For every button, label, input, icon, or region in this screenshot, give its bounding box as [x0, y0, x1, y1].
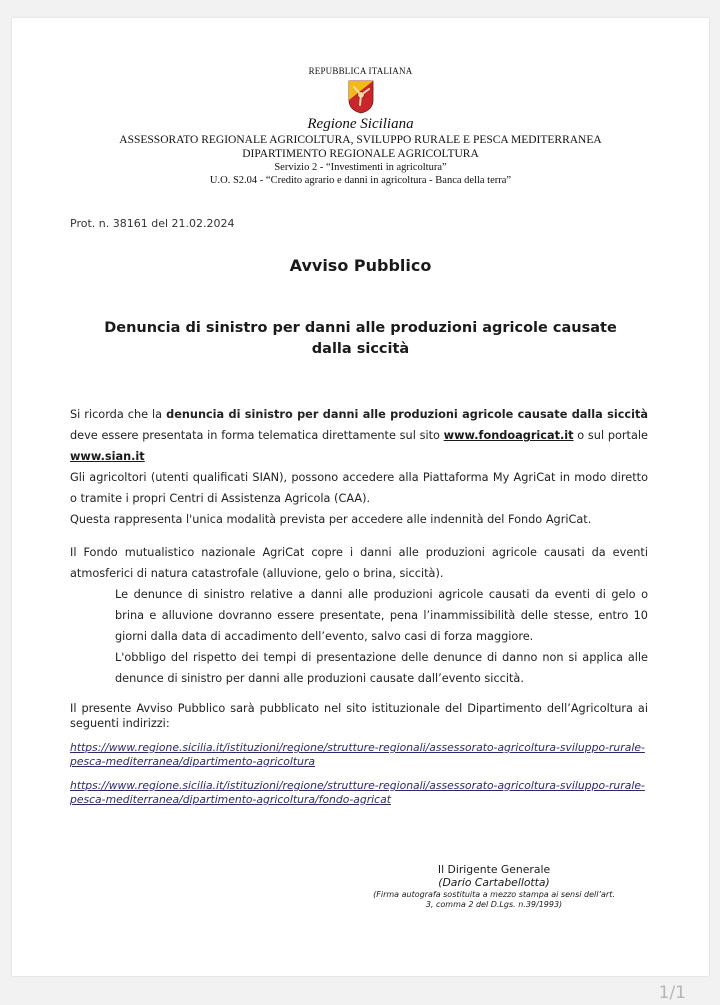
sicily-emblem-icon — [348, 80, 374, 114]
document-subtitle: Denuncia di sinistro per danni alle produzioni agricole causate dalla siccità — [104, 320, 617, 357]
uo-line: U.O. S2.04 - “Credito agrario e danni in agricoltura - Banca della terra” — [209, 175, 512, 186]
intro-text-c: o sul portale — [573, 429, 649, 442]
fondoagricat-link[interactable]: www.fondoagricat.it — [443, 429, 574, 442]
signatory-role: Il Dirigente Generale — [437, 863, 551, 876]
paragraph-intro — [70, 404, 648, 467]
servizio-line: Servizio 2 - “Investimenti in agricoltura” — [274, 162, 447, 173]
assessorato-line: ASSESSORATO REGIONALE AGRICOLTURA, SVILUPPO RURALE E PESCA MEDITERRANEA — [119, 134, 602, 146]
dipartimento-line: DIPARTIMENTO REGIONALE AGRICOLTURA — [242, 148, 479, 160]
sian-link[interactable]: www.sian.it — [70, 450, 145, 463]
signature-note: (Firma autografa sostituita a mezzo stampa ai sensi dell’art. 3, comma 2 del D.Lgs. n.39/1993) — [373, 890, 615, 909]
intro-text-a: Si ricorda che la — [70, 408, 167, 421]
url-dipartimento-link[interactable]: https://www.regione.sicilia.it/istituzioni/regione/strutture-regionali/assessorato-agricoltura-sviluppo-rurale-pesca-mediterranea/dipartimento-agricoltura — [70, 741, 645, 768]
signature-block — [369, 863, 619, 910]
intro-text-b: deve essere presentata in forma telematica direttamente sul sito — [70, 429, 444, 442]
document-body — [70, 404, 648, 807]
paragraph-drought-exception: L'obbligo del rispetto dei tempi di presentazione delle denunce di danno non si applica alle denunce di sinistro per danni alle produzioni causate dall’evento siccità. — [115, 651, 648, 685]
letterhead — [12, 66, 709, 187]
paragraph-deadlines: Le denunce di sinistro relative a danni alle produzioni agricole causati da eventi di gelo o brina e alluvione dovranno essere presentate, pena l’inammissibilità delle stesse, entro 10 giorni dalla data di accadimento dell’evento, salvo casi di forza maggiore. — [115, 588, 648, 643]
url-fondo-agricat-link[interactable]: https://www.regione.sicilia.it/istituzioni/regione/strutture-regionali/assessorato-agricoltura-sviluppo-rurale-pesca-mediterranea/dipartimento-agricoltura/fondo-agricat — [70, 779, 645, 806]
signatory-name: (Dario Cartabellotta) — [438, 876, 550, 889]
protocol-number: Prot. n. 38161 del 21.02.2024 — [70, 217, 235, 230]
republic-label: REPUBBLICA ITALIANA — [308, 66, 413, 76]
page-indicator: 1/1 — [658, 983, 686, 1003]
paragraph-fund: Il Fondo mutualistico nazionale AgriCat copre i danni alle produzioni agricole causati da eventi atmosferici di natura catastrofale (alluvione, gelo o brina, siccità). — [70, 546, 648, 580]
paragraph-publication: Il presente Avviso Pubblico sarà pubblicato nel sito istituzionale del Dipartimento dell’Agricoltura ai seguenti indirizzi: — [70, 702, 648, 730]
document-title: Avviso Pubblico — [289, 256, 432, 275]
intro-bold-text: denuncia di sinistro per danni alle produzioni agricole causate dalla siccità — [166, 408, 648, 421]
paragraph-modality: Questa rappresenta l'unica modalità prevista per accedere alle indennità del Fondo AgriCat. — [70, 513, 592, 526]
region-name: Regione Siciliana — [307, 116, 414, 132]
document-page — [12, 18, 709, 976]
paragraph-access: Gli agricoltori (utenti qualificati SIAN), possono accedere alla Piattaforma My AgriCat in modo diretto o tramite i propri Centri di Assistenza Agricola (CAA). — [70, 471, 648, 505]
